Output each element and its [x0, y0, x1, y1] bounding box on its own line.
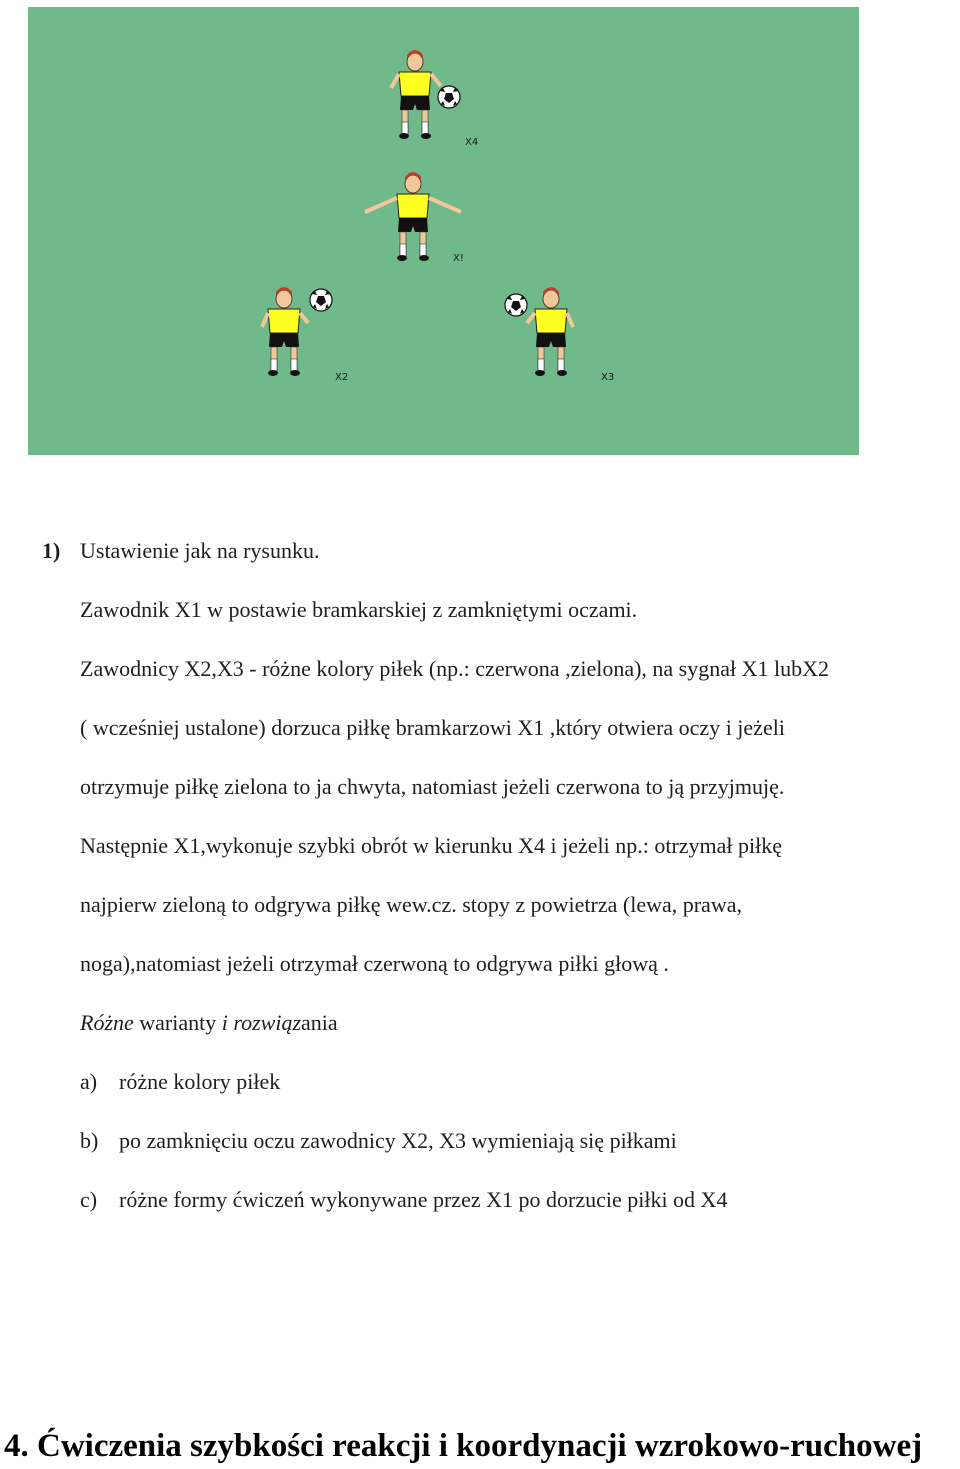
ball-icon [438, 86, 460, 108]
paragraph-line: otrzymuje piłkę zielona to ja chwyta, natomiast jeżeli czerwona to ją przyjmuję. [80, 774, 785, 799]
ball-icon [505, 294, 527, 316]
variants-line [80, 1010, 338, 1036]
player-x4 [391, 50, 441, 139]
list-marker: b) [80, 1128, 99, 1153]
list-item: różne kolory piłek [119, 1069, 281, 1094]
paragraph-line: ( wcześniej ustalone) dorzuca piłkę bramkarzowi X1 ,który otwiera oczy i jeżeli [80, 715, 785, 740]
section-number: 1) [42, 538, 61, 563]
variants-text: Różne [80, 1010, 134, 1035]
paragraph-line: Następnie X1,wykonuje szybki obrót w kierunku X4 i jeżeli np.: otrzymał piłkę [80, 833, 783, 858]
label-x1: X! [453, 253, 464, 264]
paragraph-line: noga),natomiast jeżeli otrzymał czerwoną to odgrywa piłki głową . [80, 951, 669, 976]
section-heading: 4. Ćwiczenia szybkości reakcji i koordynacji wzrokowo-ruchowej [4, 1428, 923, 1464]
paragraph-line: Zawodnik X1 w postawie bramkarskiej z zamkniętymi oczami. [80, 597, 638, 622]
label-x3: X3 [601, 372, 615, 383]
label-x2: X2 [335, 372, 349, 383]
ball-icon [310, 289, 332, 311]
list-item: po zamknięciu oczu zawodnicy X2, X3 wymieniają się piłkami [119, 1128, 677, 1153]
paragraph-line: najpierw zieloną to odgrywa piłkę wew.cz. stopy z powietrza (lewa, prawa, [80, 892, 742, 917]
list-marker: c) [80, 1187, 98, 1212]
paragraph-line: Ustawienie jak na rysunku. [80, 538, 320, 563]
player-x1 [365, 172, 461, 261]
player-x3 [527, 287, 573, 376]
paragraph-line: Zawodnicy X2,X3 - różne kolory piłek (np.: czerwona ,zielona), na sygnał X1 lubX2 [80, 656, 829, 681]
player-x2 [262, 287, 308, 376]
list-marker: a) [80, 1069, 98, 1094]
variants-text: i rozwiąz [221, 1010, 302, 1035]
variants-text: ania [301, 1010, 338, 1035]
drill-diagram [28, 7, 859, 455]
label-x4: X4 [465, 137, 479, 148]
list-item: różne formy ćwiczeń wykonywane przez X1 po dorzucie piłki od X4 [119, 1187, 728, 1212]
training-field-diagram [28, 7, 859, 455]
variants-text: warianty [133, 1010, 222, 1035]
